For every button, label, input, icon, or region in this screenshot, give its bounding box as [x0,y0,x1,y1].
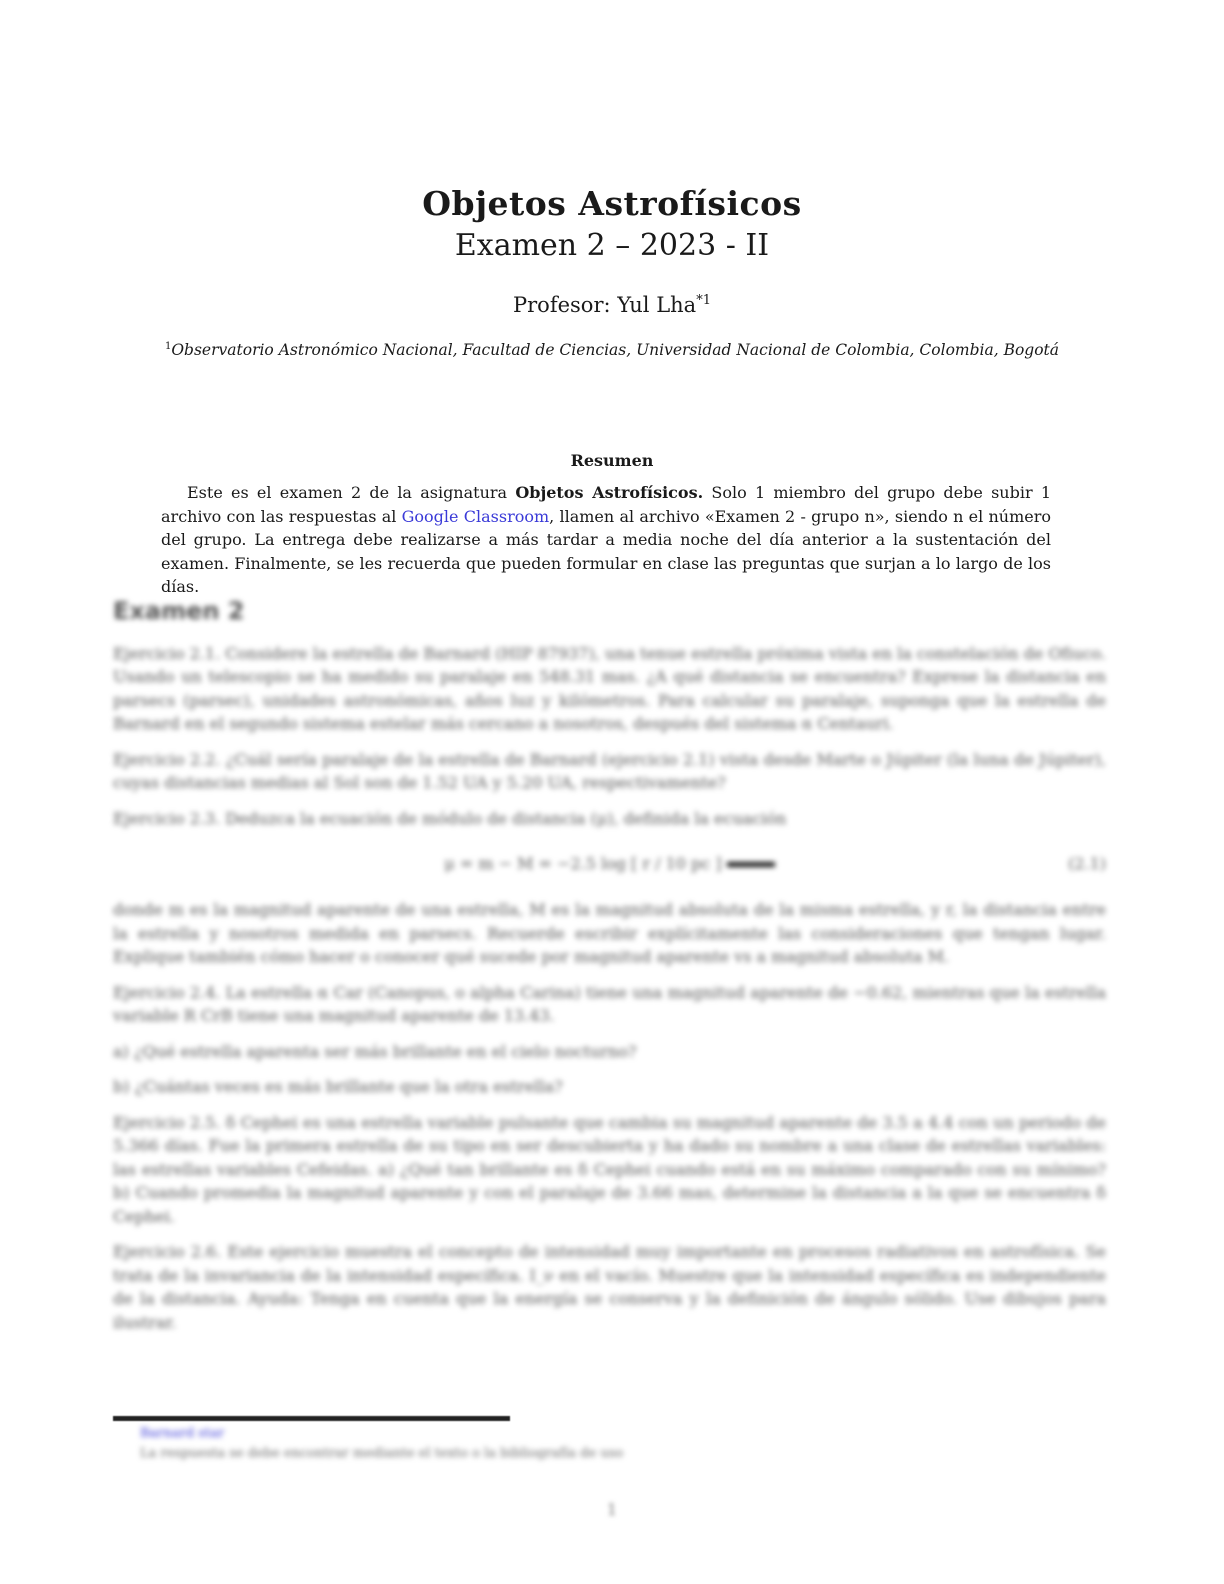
equation-text: μ = m − M = −2.5 log [ r / 10 pc ] [444,854,722,873]
document-subtitle: Examen 2 – 2023 - II [454,228,770,263]
google-classroom-link[interactable]: Google Classroom [401,506,550,526]
equation-distance-modulus [113,844,1106,884]
abstract-text-2: Solo 1 miembro del grupo debe subir 1 archivo con las respuestas al [161,483,1052,526]
exam-section [113,597,1106,1346]
abstract-text-1: Este es el examen 2 de la asignatura [187,483,516,502]
abstract-text-3: , llamen al archivo «Examen 2 - grupo n», siendo n el número del grupo. La entrega debe realizarse a más tardar a media noche del día anterior a la sustentación del examen. Finalmente, se les recuerda que pueden formular en clase las preguntas que surjan a lo largo de los días. [161,506,1051,596]
author-line [0,293,1224,317]
exercise-2-4-b: b) ¿Cuántas veces es más brillante que la otra estrella? [113,1077,563,1096]
affiliation-mark: 1 [164,341,172,352]
exercise-2-4: Ejercicio 2.4. La estrella α Car (Canopus, o alpha Carina) tiene una magnitud aparente de −0.62, mientras que la estrella variable R CrB tiene una magnitud aparente de 13.43. [113,982,1106,1025]
abstract-heading: Resumen [570,451,654,470]
exercise-2-3: Ejercicio 2.3. Deduzca la ecuación de módulo de distancia (μ), definida la ecuación [113,808,787,828]
abstract-body [161,481,1051,599]
footnote-link[interactable]: Barnard star [140,1426,225,1441]
affiliation-text: Observatorio Astronómico Nacional, Facultad de Ciencias, Universidad Nacional de Colombia, Colombia, Bogotá [171,341,1060,360]
exercise-2-1: Ejercicio 2.1. Considere la estrella de Barnard (HIP 87937), una tenue estrella próxima vista en la constelación de Ofiuco. Usando un telescopio se ha medido su paralaje en 548.31 mas. ¿A qué distancia se encuentra? Exprese la distancia en parsecs (parsec), unidades astronómicas, años luz y kilómetros. Para calcular su paralaje, suponga que la estrella de Barnard en el segundo sistema estelar más cercano a nosotros, después del sistema α Centauri. [113,643,1106,733]
affiliation [0,341,1224,359]
exercise-2-3-continued: donde m es la magnitud aparente de una estrella, M es la magnitud absoluta de la misma estrella, y r, la distancia entre la estrella y nosotros medida en parsecs. Recuerde escribir explícitamente las consideraciones que tengan lugar. Explique también cómo hacer o conocer qué sucede por magnitud aparente vs a magnitud absoluta M. [113,900,1106,966]
equation-number: (2.1) [1068,854,1106,873]
exercise-2-5: Ejercicio 2.5. δ Cephei es una estrella variable pulsante que cambia su magnitud aparente de 3.5 a 4.4 con un periodo de 5.366 días. Fue la primera estrella de su tipo en ser descubierta y ha dado su nombre a una clase de estrellas variables: las estrellas variables Cefeidas. a) ¿Qué tan brillante es δ Cephei cuando está en su máximo comparado con su mínimo? b) Cuando promedia la magnitud aparente y con el paralaje de 3.66 mas, determine la distancia a la que se encuentra δ Cephei. [113,1112,1106,1226]
author-footnote-mark: *1 [696,293,711,308]
exercise-2-6: Ejercicio 2.6. Este ejercicio muestra el concepto de intensidad muy importante en procesos radiativos en astrofísica. Se trata de la invariancia de la intensidad específica. I_ν en el vacío. Muestre que la intensidad específica es independiente de la distancia. Ayuda: Tenga en cuenta que la energía se conserva y la definición de ángulo sólido. Use dibujos para ilustrar. [113,1242,1106,1332]
fraction-bar [727,862,775,867]
abstract-course-name: Objetos Astrofísicos. [515,483,704,502]
footnotes [140,1424,840,1464]
exercise-2-2: Ejercicio 2.2. ¿Cuál sería paralaje de la estrella de Barnard (ejercicio 2.1) vista desde Marte o Júpiter (la luna de Júpiter), cuyas distancias medias al Sol son de 1.52 UA y 5.20 UA, respectivamente? [113,749,1106,792]
author-name: Profesor: Yul Lha [513,293,697,317]
footnote-text: La respuesta se debe encontrar mediante el texto o la bibliografía de uso [140,1446,624,1461]
page-number: 1 [606,1500,618,1519]
section-heading: Examen 2 [113,597,245,625]
exercise-2-4-a: a) ¿Qué estrella aparenta ser más brillante en el cielo nocturno? [113,1041,637,1061]
footnote-rule [113,1416,510,1421]
document-title: Objetos Astrofísicos [422,184,802,223]
